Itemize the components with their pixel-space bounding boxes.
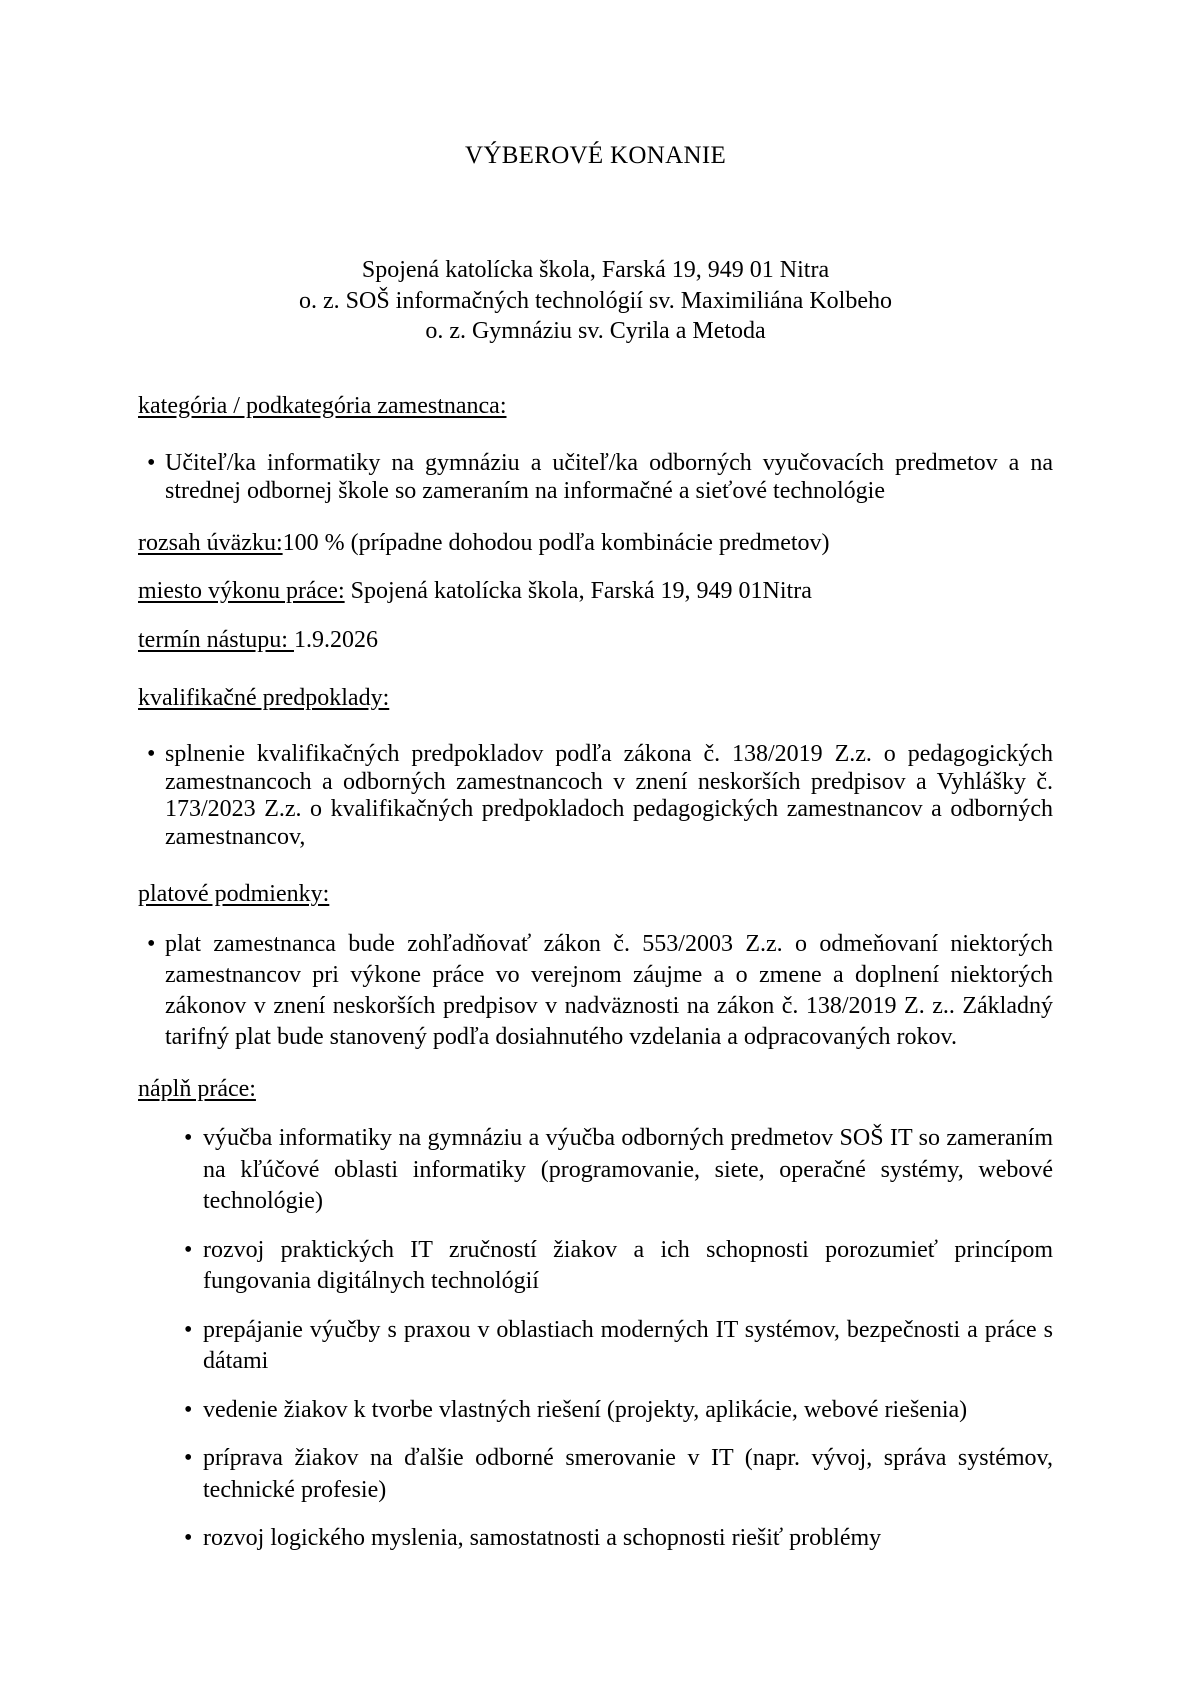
field-start-date-label: termín nástupu: xyxy=(138,627,294,653)
org-address-line-3: o. z. Gymnáziu sv. Cyrila a Metoda xyxy=(425,318,766,344)
field-workload-label: rozsah úväzku: xyxy=(138,530,283,556)
section-heading-duties: náplň práce: xyxy=(138,1075,256,1102)
list-item: • rozvoj praktických IT zručností žiakov a ich schopnosti porozumieť princípom fungovania digitálnych technológií xyxy=(138,1235,1053,1298)
salary-bullet-list xyxy=(138,929,1053,1053)
field-workload-value: 100 % (prípadne dohodou podľa kombinácie predmetov) xyxy=(282,530,830,556)
section-duties xyxy=(138,1076,1053,1555)
list-item: • Učiteľ/ka informatiky na gymnáziu a učiteľ/ka odborných vyučovacích predmetov a na strednej odbornej škole so zameraním na informačné a sieťové technológie xyxy=(138,450,1053,505)
field-workplace-value: Spojená katolícka škola, Farská 19, 949 01Nitra xyxy=(344,577,812,604)
list-item: • vedenie žiakov k tvorbe vlastných riešení (projekty, aplikácie, webové riešenia) xyxy=(138,1395,1053,1427)
duties-bullet-list xyxy=(138,1123,1053,1555)
list-item: • plat zamestnanca bude zohľadňovať zákon č. 553/2003 Z.z. o odmeňovaní niektorých zamestnancov pri výkone práce vo verejnom záujme a o zmene a doplnení niektorých zákonov v znení neskorších predpisov v nadväznosti na zákon č. 138/2019 Z. z.. Základný tarifný plat bude stanovený podľa dosiahnutého vzdelania a odpracovaných rokov. xyxy=(138,929,1053,1053)
section-category xyxy=(138,393,1053,506)
section-fields xyxy=(138,530,1053,655)
field-workload xyxy=(138,530,1053,558)
list-item: • výučba informatiky na gymnáziu a výučba odborných predmetov SOŠ IT so zameraním na kľúčové oblasti informatiky (programovanie, siete, operačné systémy, webové technológie) xyxy=(138,1123,1053,1218)
field-start-date xyxy=(138,627,1053,655)
list-item: • prepájanie výučby s praxou v oblastiach moderných IT systémov, bezpečnosti a práce s dátami xyxy=(138,1315,1053,1378)
section-heading-category: kategória / podkategória zamestnanca: xyxy=(138,392,507,419)
section-salary xyxy=(138,881,1053,1053)
list-item: • rozvoj logického myslenia, samostatnosti a schopnosti riešiť problémy xyxy=(138,1523,1053,1555)
section-qualification xyxy=(138,685,1053,852)
document-title: VÝBEROVÉ KONANIE xyxy=(464,142,727,169)
org-address-line-2: o. z. SOŠ informačných technológií sv. Maximiliána Kolbeho xyxy=(298,287,892,314)
section-heading-qualification: kvalifikačné predpoklady: xyxy=(138,684,390,711)
qualification-bullet-list xyxy=(138,741,1053,851)
section-heading-salary: platové podmienky: xyxy=(138,881,330,907)
field-workplace xyxy=(138,578,1053,606)
list-item: • príprava žiakov na ďalšie odborné smerovanie v IT (napr. vývoj, správa systémov, technické profesie) xyxy=(138,1443,1053,1506)
field-workplace-label: miesto výkonu práce: xyxy=(138,577,345,604)
organization-address-block xyxy=(138,255,1053,347)
org-address-line-1: Spojená katolícka škola, Farská 19, 949 01 Nitra xyxy=(361,257,830,283)
list-item: • splnenie kvalifikačných predpokladov podľa zákona č. 138/2019 Z.z. o pedagogických zamestnancoch a odborných zamestnancoch v znení neskorších predpisov a Vyhlášky č. 173/2023 Z.z. o kvalifikačných predpokladoch pedagogických zamestnancov a odborných zamestnancov, xyxy=(138,741,1053,851)
category-bullet-list xyxy=(138,450,1053,505)
field-start-date-value: 1.9.2026 xyxy=(293,627,378,653)
